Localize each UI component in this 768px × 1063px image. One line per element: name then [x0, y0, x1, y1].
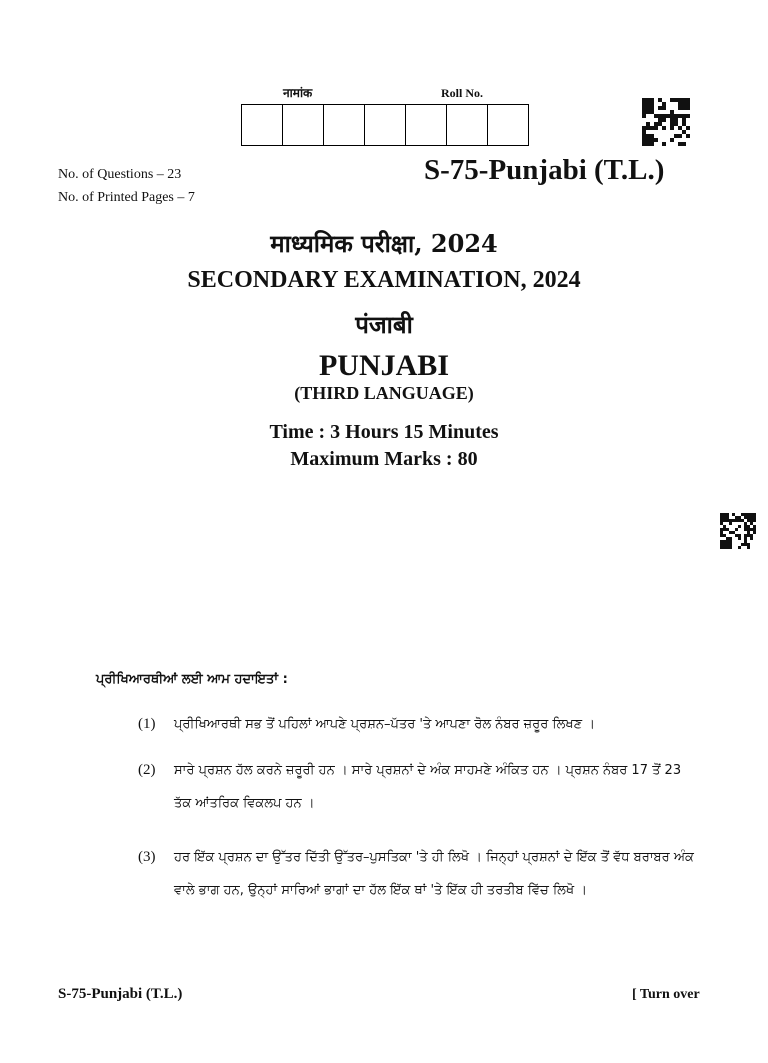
- roll-label-english: Roll No.: [441, 86, 483, 100]
- roll-number-boxes: [241, 104, 529, 146]
- instruction-number: (2): [138, 762, 156, 778]
- maximum-marks: Maximum Marks : 80: [290, 448, 478, 470]
- exam-title-english: SECONDARY EXAMINATION, 2024: [187, 267, 581, 293]
- exam-title-hindi: माध्यमिक परीक्षा, 2024: [270, 229, 498, 258]
- instruction-text: ਹਰ ਇੱਕ ਪ੍ਰਸ਼ਨ ਦਾ ਉੱਤਰ ਦਿੱਤੀ ਉੱਤਰ–ਪੁਸਤਿਕਾ 'ਤੇ ਹੀ ਲਿਖੋ । ਜਿਨ੍ਹਾਂ ਪ੍ਰਸ਼ਨਾਂ ਦੇ ਇੱਕ ਤੋਂ ਵੱਧ ਬਰਾਬਰ ਅੰਕ ਵਾਲੇ ਭਾਗ ਹਨ, ਉਨ੍ਹਾਂ ਸਾਰਿਆਂ ਭਾਗਾਂ ਦਾ ਹੱਲ ਇੱਕ ਥਾਂ 'ਤੇ ਇੱਕ ਹੀ ਤਰਤੀਬ ਵਿੱਚ ਲਿਖੋ ।: [174, 850, 694, 898]
- instruction-text: ਪ੍ਰੀਖਿਆਰਥੀ ਸਭ ਤੋਂ ਪਹਿਲਾਂ ਆਪਣੇ ਪ੍ਰਸ਼ਨ–ਪੱਤਰ 'ਤੇ ਆਪਣਾ ਰੋਲ ਨੰਬਰ ਜ਼ਰੂਰ ਲਿਖਣ ।: [174, 717, 595, 732]
- subject-title: PUNJABI: [318, 349, 449, 382]
- qr-code-icon: [720, 513, 756, 549]
- instruction-number: (3): [138, 849, 156, 865]
- roll-box: [242, 105, 283, 145]
- exam-time: Time : 3 Hours 15 Minutes: [269, 421, 499, 443]
- subject-title-hindi: पंजाबी: [355, 310, 413, 339]
- instructions-heading: ਪ੍ਰੀਖਿਆਰਥੀਆਂ ਲਈ ਆਮ ਹਦਾਇਤਾਂ :: [96, 672, 288, 687]
- qr-code-icon: [642, 98, 690, 146]
- turn-over-label: [ Turn over: [632, 987, 700, 1002]
- questions-count: No. of Questions – 23: [58, 167, 182, 182]
- printed-pages-count: No. of Printed Pages – 7: [58, 190, 195, 205]
- paper-code: S-75-Punjabi (T.L.): [424, 154, 665, 186]
- roll-box: [406, 105, 447, 145]
- roll-box: [447, 105, 488, 145]
- footer-paper-code: S-75-Punjabi (T.L.): [58, 986, 183, 1002]
- roll-box: [283, 105, 324, 145]
- language-label: (THIRD LANGUAGE): [294, 383, 474, 403]
- roll-label-hindi: नामांक: [283, 86, 313, 100]
- instruction-text: ਸਾਰੇ ਪ੍ਰਸ਼ਨ ਹੱਲ ਕਰਨੇ ਜ਼ਰੂਰੀ ਹਨ । ਸਾਰੇ ਪ੍ਰਸ਼ਨਾਂ ਦੇ ਅੰਕ ਸਾਹਮਣੇ ਅੰਕਿਤ ਹਨ । ਪ੍ਰਸ਼ਨ ਨੰਬਰ 17 ਤੋਂ 23 ਤੱਕ ਆਂਤਰਿਕ ਵਿਕਲਪ ਹਨ ।: [174, 763, 682, 811]
- roll-box: [324, 105, 365, 145]
- instruction-number: (1): [138, 716, 156, 732]
- roll-box: [488, 105, 528, 145]
- roll-box: [365, 105, 406, 145]
